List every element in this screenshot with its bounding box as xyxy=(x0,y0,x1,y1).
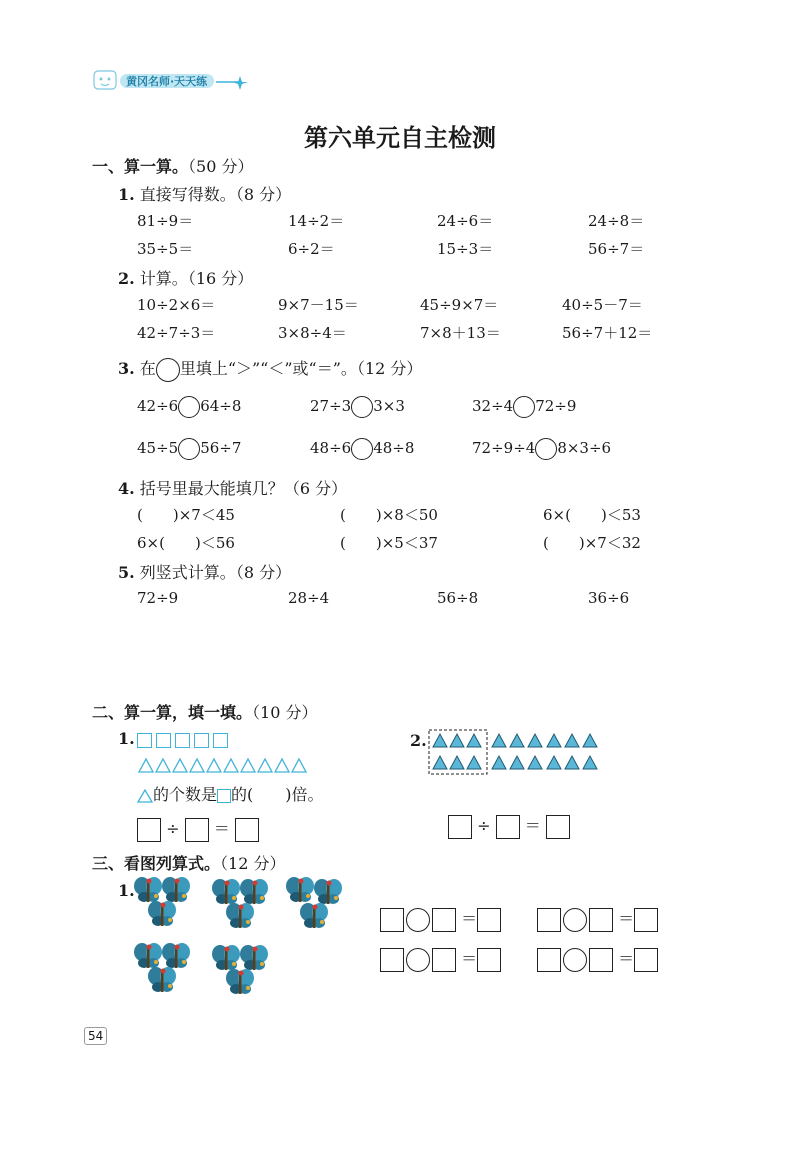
s2-q2-equation: ÷ ＝ xyxy=(448,813,570,839)
s3-equation: ＝ xyxy=(380,906,501,932)
q2-item: 56÷7＋12＝ xyxy=(562,324,653,342)
q5-item: 28÷4 xyxy=(288,589,330,607)
answer-circle[interactable] xyxy=(351,438,373,460)
q2-item: 3×8÷4＝ xyxy=(278,324,347,342)
s2-q1-triangles xyxy=(137,756,317,778)
answer-box[interactable] xyxy=(634,908,658,932)
answer-box[interactable] xyxy=(432,948,456,972)
q3-item: 45÷5 56÷7 xyxy=(137,438,241,460)
s2-q2-label: 2. xyxy=(410,731,427,750)
answer-circle[interactable] xyxy=(178,438,200,460)
q3-item: 42÷6 64÷8 xyxy=(137,396,241,418)
q1-item: 24÷6＝ xyxy=(437,212,494,230)
q3-item: 48÷6 48÷8 xyxy=(310,438,414,460)
s3-equation: ＝ xyxy=(380,946,501,972)
answer-box[interactable] xyxy=(496,815,520,839)
s2-q1-equation: ÷ ＝ xyxy=(137,816,259,842)
butterfly-icon xyxy=(134,876,354,1000)
section-2-heading: 二、算一算，填一填。（10 分） xyxy=(92,703,318,722)
q1-item: 56÷7＝ xyxy=(588,240,645,258)
q1-item: 24÷8＝ xyxy=(588,212,645,230)
s3-q1-label: 1. xyxy=(118,881,135,900)
q1-item: 15÷3＝ xyxy=(437,240,494,258)
q2-item: 9×7－15＝ xyxy=(278,296,359,314)
q5-item: 72÷9 xyxy=(137,589,179,607)
answer-box[interactable] xyxy=(380,948,404,972)
q2-heading: 2. 计算。（16 分） xyxy=(118,269,254,288)
s3-equation: ＝ xyxy=(537,906,658,932)
answer-box[interactable] xyxy=(137,818,161,842)
q3-item: 32÷4 72÷9 xyxy=(472,396,576,418)
square-icon xyxy=(175,733,190,748)
square-icon xyxy=(137,733,152,748)
answer-box[interactable] xyxy=(235,818,259,842)
s2-q1-squares xyxy=(137,730,232,749)
q1-item: 6÷2＝ xyxy=(288,240,335,258)
q4-item[interactable]: ( )×7＜32 xyxy=(543,534,641,552)
answer-box[interactable] xyxy=(477,908,501,932)
q4-item[interactable]: ( )×8＜50 xyxy=(340,506,438,524)
square-icon xyxy=(217,789,231,803)
q1-item: 14÷2＝ xyxy=(288,212,345,230)
q2-item: 7×8＋13＝ xyxy=(420,324,501,342)
answer-circle[interactable] xyxy=(535,438,557,460)
q3-item: 72÷9÷4 8×3÷6 xyxy=(472,438,611,460)
s2-q2-triangles xyxy=(428,729,608,779)
q4-heading: 4. 括号里最大能填几？（6 分） xyxy=(118,479,348,498)
q1-heading: 1. 直接写得数。（8 分） xyxy=(118,185,292,204)
s3-equation: ＝ xyxy=(537,946,658,972)
answer-box[interactable] xyxy=(448,815,472,839)
q2-item: 10÷2×6＝ xyxy=(137,296,216,314)
section-3-heading: 三、看图列算式。（12 分） xyxy=(92,854,286,873)
answer-box[interactable] xyxy=(537,908,561,932)
s2-q1-label: 1. xyxy=(118,729,135,748)
header-brand xyxy=(92,68,252,92)
compare-circle-icon xyxy=(156,358,180,382)
q5-item: 56÷8 xyxy=(437,589,479,607)
answer-box[interactable] xyxy=(380,908,404,932)
answer-box[interactable] xyxy=(477,948,501,972)
answer-box[interactable] xyxy=(589,948,613,972)
answer-circle[interactable] xyxy=(178,396,200,418)
answer-circle[interactable] xyxy=(513,396,535,418)
page-number: 54 xyxy=(84,1025,107,1044)
answer-box[interactable] xyxy=(634,948,658,972)
q2-item: 42÷7÷3＝ xyxy=(137,324,216,342)
answer-box[interactable] xyxy=(589,908,613,932)
butterflies-picture xyxy=(134,876,354,1004)
answer-circle[interactable] xyxy=(563,908,587,932)
square-icon xyxy=(156,733,171,748)
s2-q1-question: 的个数是 的( )倍。 xyxy=(137,782,324,805)
q3-item: 27÷3 3×3 xyxy=(310,396,405,418)
q1-item: 81÷9＝ xyxy=(137,212,194,230)
answer-box[interactable] xyxy=(185,818,209,842)
answer-circle[interactable] xyxy=(406,908,430,932)
q2-item: 40÷5－7＝ xyxy=(562,296,643,314)
brand-text: 黄冈名师·天天练 xyxy=(126,75,208,88)
q3-heading: 3. 在 里填上“＞”“＜”或“＝”。（12 分） xyxy=(118,356,422,382)
q4-item[interactable]: 6×( )＜53 xyxy=(543,506,641,524)
square-icon xyxy=(213,733,228,748)
page-title: 第六单元自主检测 xyxy=(304,124,496,152)
answer-box[interactable] xyxy=(432,908,456,932)
q4-item[interactable]: 6×( )＜56 xyxy=(137,534,235,552)
section-1-heading: 一、算一算。（50 分） xyxy=(92,157,254,176)
square-icon xyxy=(194,733,209,748)
q4-item[interactable]: ( )×7＜45 xyxy=(137,506,235,524)
answer-circle[interactable] xyxy=(406,948,430,972)
triangles-outline-icon xyxy=(137,756,317,774)
answer-box[interactable] xyxy=(537,948,561,972)
answer-circle[interactable] xyxy=(351,396,373,418)
q4-item[interactable]: ( )×5＜37 xyxy=(340,534,438,552)
q5-item: 36÷6 xyxy=(588,589,630,607)
q1-item: 35÷5＝ xyxy=(137,240,194,258)
q5-heading: 5. 列竖式计算。（8 分） xyxy=(118,563,292,582)
answer-box[interactable] xyxy=(546,815,570,839)
answer-circle[interactable] xyxy=(563,948,587,972)
triangle-icon xyxy=(137,788,153,803)
q2-item: 45÷9×7＝ xyxy=(420,296,499,314)
triangles-filled-icon xyxy=(428,729,608,775)
